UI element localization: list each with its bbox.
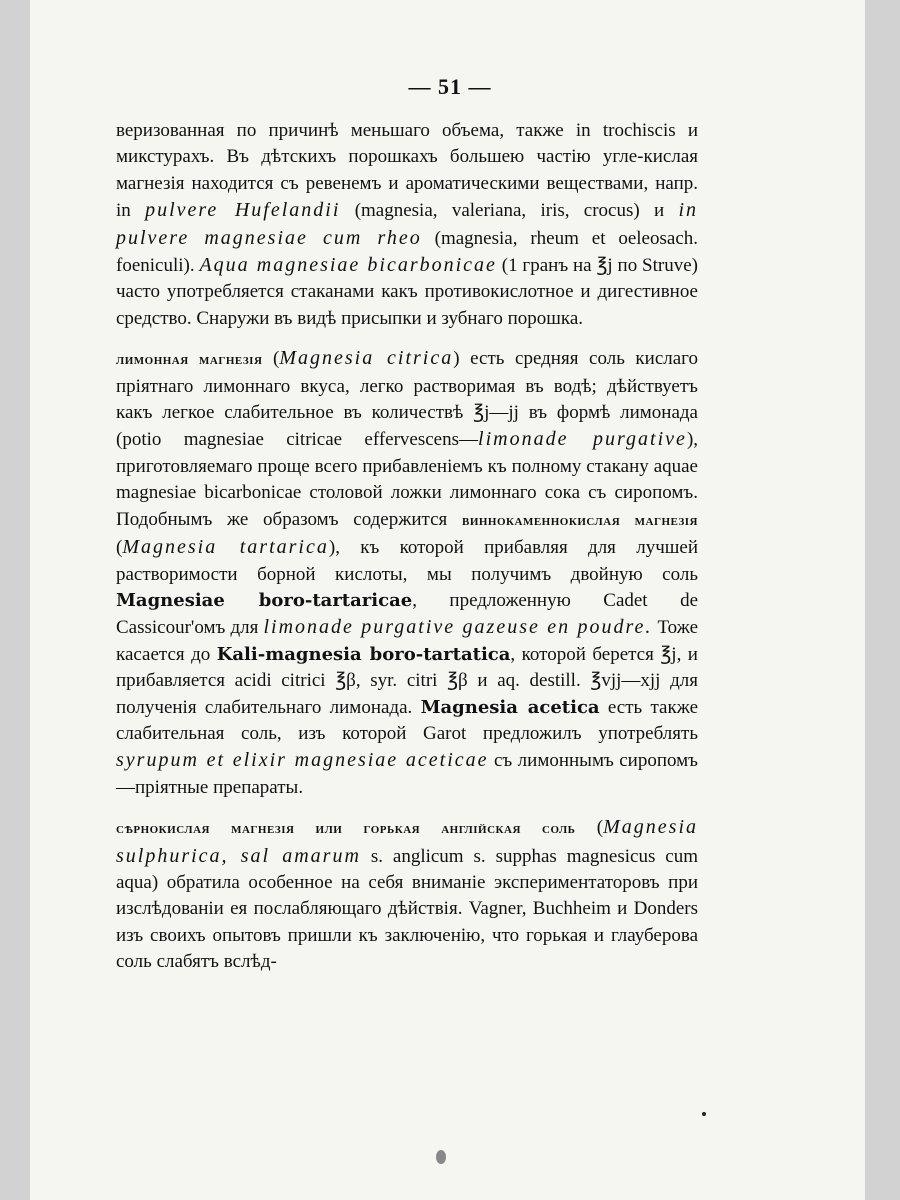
latin-term: pulvere Hufelandii <box>145 199 341 222</box>
section-heading: виннокаменнокислая магнезія <box>461 511 698 529</box>
text-run: , предложенную Cadet de Cassicour'омъ для <box>116 589 698 639</box>
text-run: ( <box>262 348 280 370</box>
bold-term: Magnesia acetica <box>420 696 600 718</box>
latin-term: Magnesia tartarica <box>122 536 329 559</box>
page-number: — 51 — <box>408 74 492 99</box>
text-run: съ лимоннымъ сиропомъ—пріятные препараты. <box>116 750 698 798</box>
text-run: Тоже касается до <box>116 617 699 665</box>
latin-term: limonade purgative <box>478 428 687 451</box>
section-heading: лимонная магнезія <box>116 351 263 369</box>
text-run: ( <box>575 817 604 839</box>
latin-term: in pulvere magnesiae cum rheo <box>116 199 699 249</box>
paragraph-2 <box>116 345 698 801</box>
latin-term: limonade purgative gazeuse en poudre. <box>263 616 653 639</box>
latin-term: Aqua magnesiae bicarbonicae <box>199 254 497 277</box>
section-heading: сѣрнокислая магнезія или горькая англійская соль <box>116 820 576 838</box>
text-run: ), приготовляемаго проще всего прибавленіемъ къ полному стакану aquae magnesiae bicarbonicae столовой ложки лимоннаго сока съ сиропомъ. Подобнымъ же образомъ содержится <box>116 429 699 530</box>
paragraph-1 <box>116 118 698 332</box>
text-run: (magnesia, rheum et oeleosach. foeniculi). <box>116 227 698 277</box>
paragraph-3 <box>116 814 698 975</box>
text-run: (magnesia, valeriana, iris, crocus) и <box>340 200 679 222</box>
ink-blot <box>436 1150 446 1164</box>
text-run: , которой берется ℥j, и прибавляется acidi citrici ℥β, syr. citri ℥β и aq. destill. ℥vjj—xjj для полученія слабительнаго лимонада. <box>116 643 698 718</box>
page-body <box>116 118 698 976</box>
text-run: ) есть средняя соль кислаго пріятнаго лимоннаго вкуса, легко растворимая въ водѣ; дѣйствуетъ какъ легкое слабительное въ количествѣ ℥j—jj въ формѣ лимонада (potio magnesiae citricae effervescens— <box>116 348 698 451</box>
text-run: s. anglicum s. supphas magnesicus cum aqua) обратила особенное на себя вниманіе экспериментаторовъ при изслѣдованіи ея послабляющаго дѣйствія. Vagner, Buchheim и Donders изъ своихъ опытовъ пришли къ заключенію, что горькая и глауберова соль слабятъ вслѣд- <box>116 845 698 973</box>
latin-term: Magnesia citrica <box>279 347 454 370</box>
ink-speck <box>702 1112 706 1116</box>
bold-term: Kali-magnesia boro-tartatica <box>216 643 511 665</box>
text-run: ), къ которой прибавляя для лучшей растворимости борной кислоты, мы получимъ двойную соль <box>116 537 698 585</box>
latin-term: syrupum et elixir magnesiae aceticae <box>116 749 489 772</box>
bold-term: Magnesiae boro-tartaricae <box>116 589 413 611</box>
text-run: есть также слабительная соль, изъ которой Garot предложилъ употреблять <box>116 696 698 744</box>
text-run: ( <box>116 537 123 559</box>
text-run: веризованная по причинѣ меньшаго объема, также in trochiscis и микстурахъ. Въ дѣтскихъ порошкахъ большею частію угле-кислая магнезія находится съ ревенемъ и ароматическими веществами, напр. in <box>116 120 698 222</box>
text-run: (1 гранъ на ℥j по Struve) часто употребляется стаканами какъ противокислотное и дигестивное средство. Снаружи въ видѣ присыпки и зубнаго порошка. <box>116 255 698 329</box>
latin-term: Magnesia sulphurica, sal amarum <box>116 816 699 867</box>
